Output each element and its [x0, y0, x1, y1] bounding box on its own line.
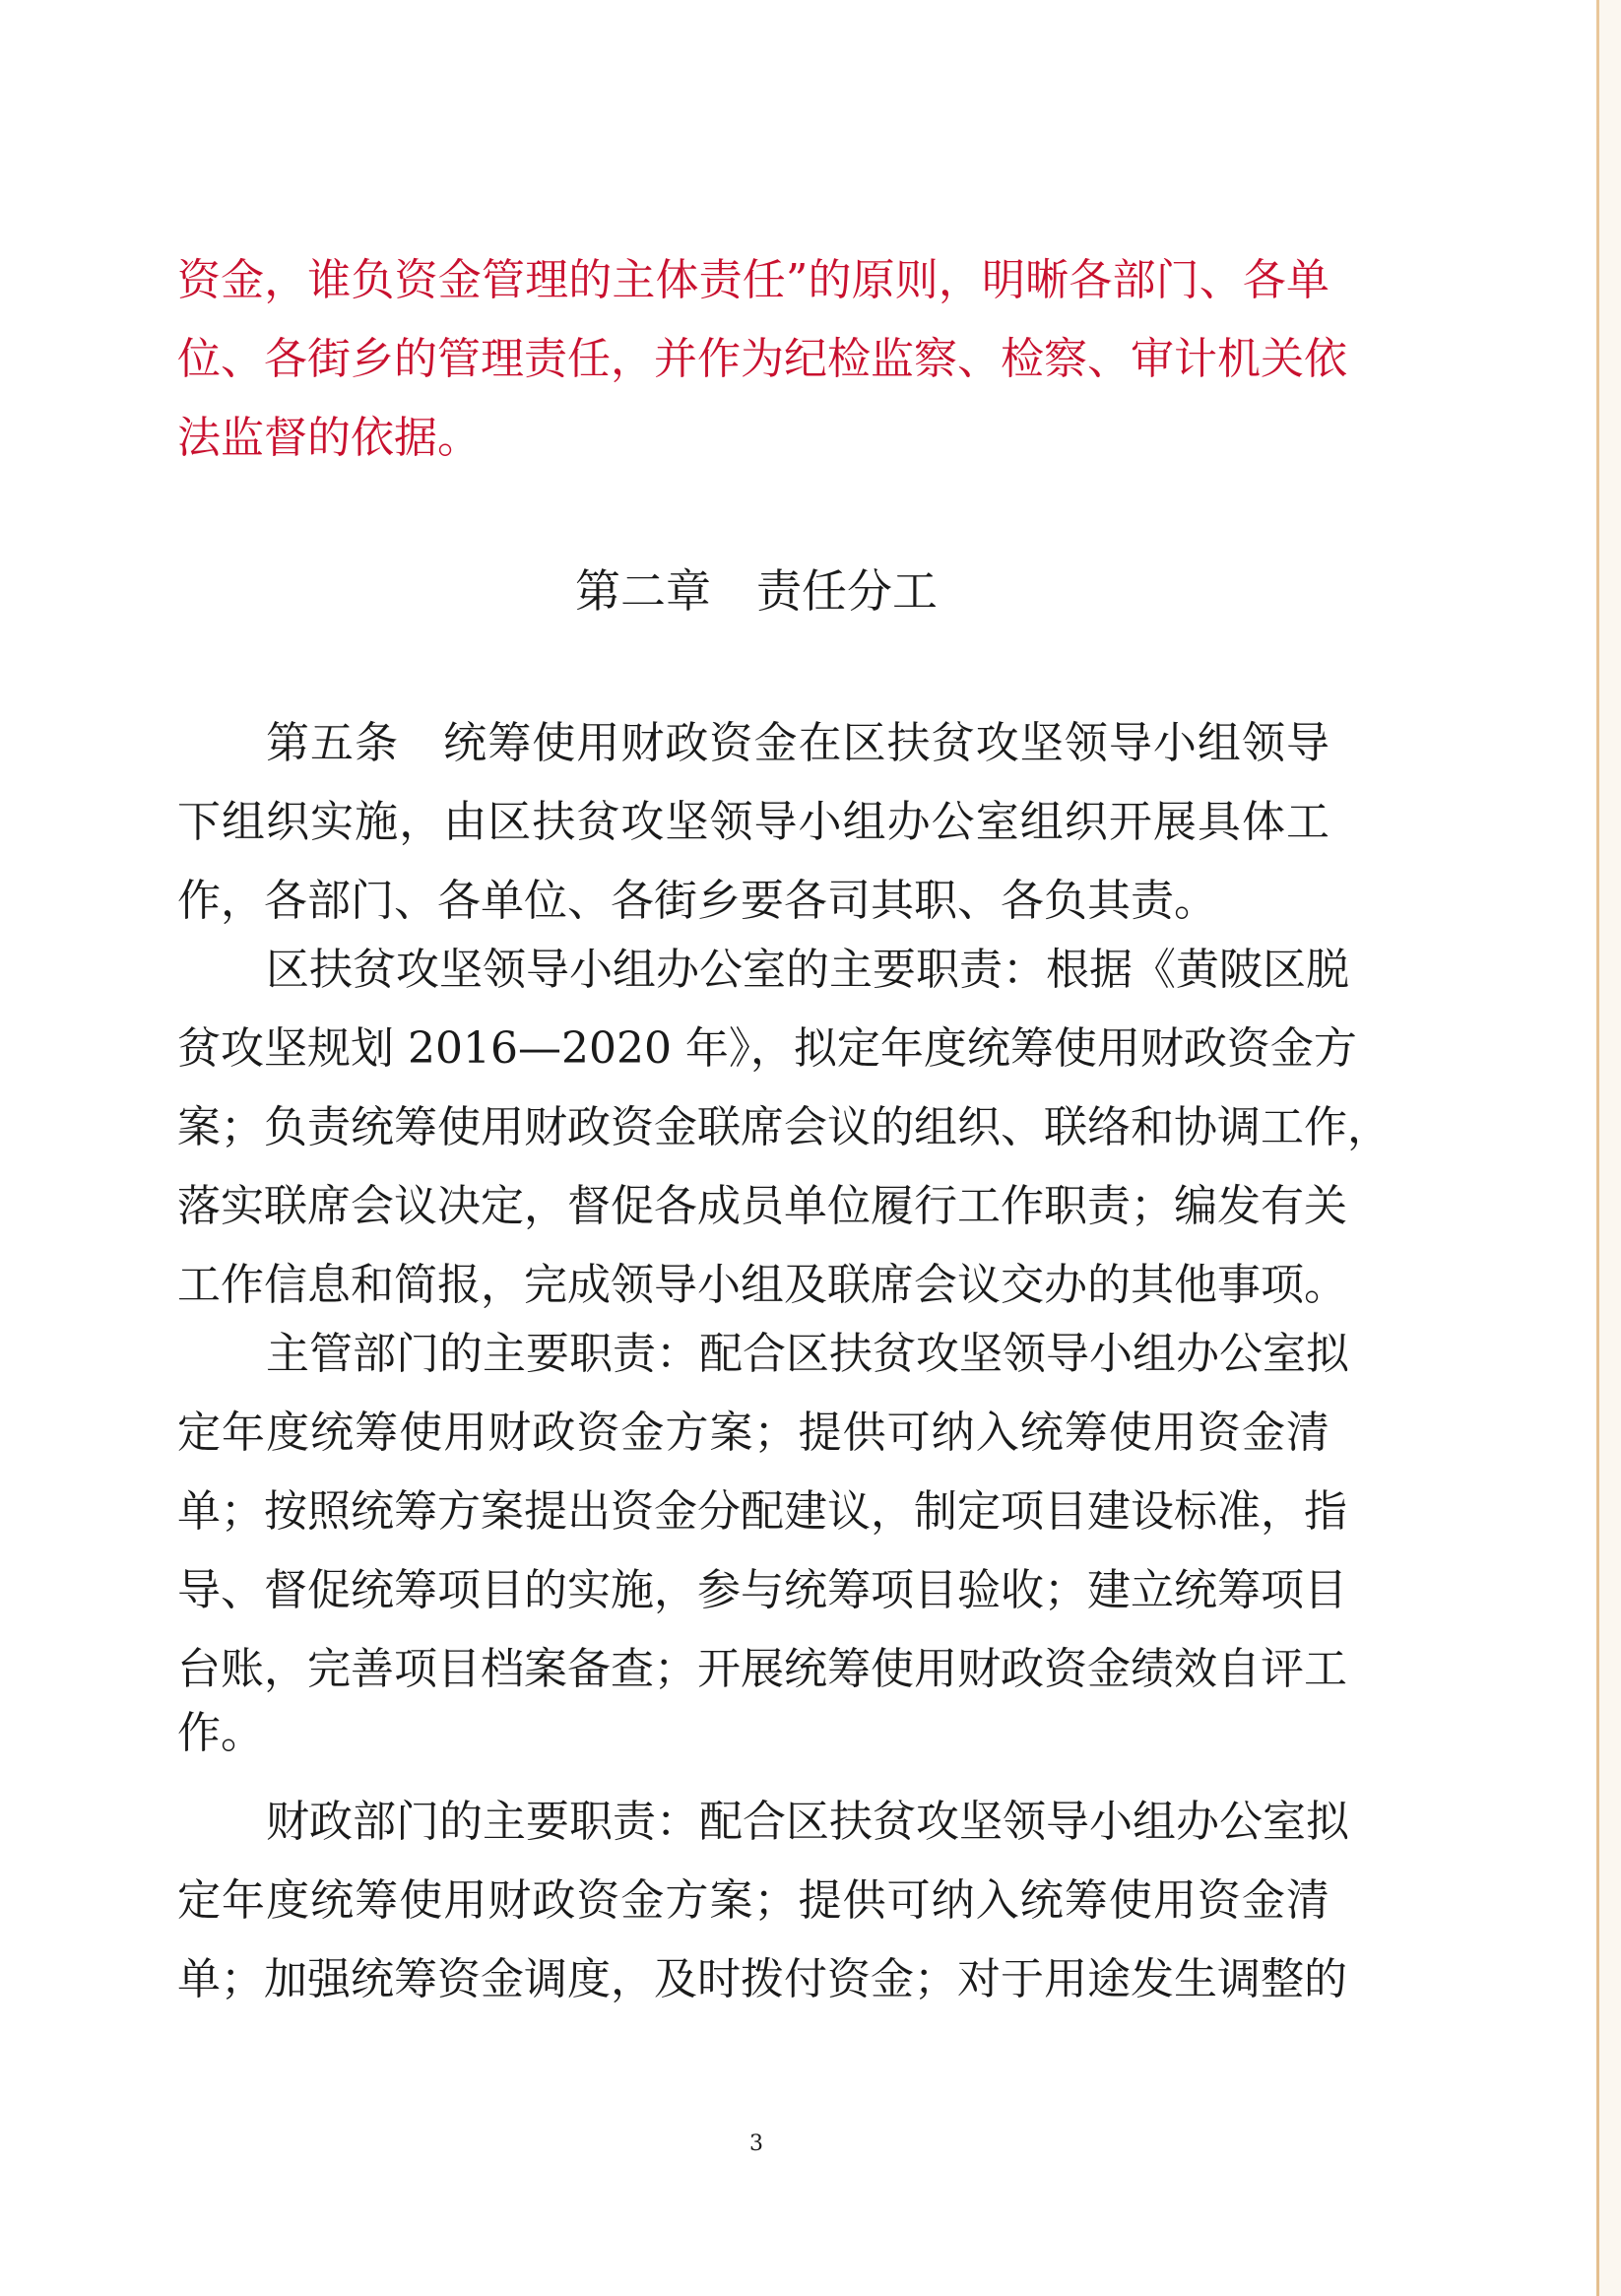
office-duties-line-1: 区扶贫攻坚领导小组办公室的主要职责：根据《黄陂区脱 — [266, 945, 1349, 995]
dept-duties-line-2: 定年度统筹使用财政资金方案；提供可纳入统筹使用资金清 — [177, 1408, 1329, 1458]
article5-line-2: 下组织实施，由区扶贫攻坚领导小组办公室组织开展具体工 — [177, 797, 1329, 847]
page-number: 3 — [749, 2132, 763, 2156]
finance-duties-line-1: 财政部门的主要职责：配合区扶贫攻坚领导小组办公室拟 — [266, 1797, 1349, 1847]
article5-line-1: 第五条 统筹使用财政资金在区扶贫攻坚领导小组领导 — [266, 718, 1329, 768]
intro-line-1: 资金，谁负资金管理的主体责任”的原则，明晰各部门、各单 — [177, 255, 1329, 305]
finance-duties-line-3: 单；加强统筹资金调度，及时拨付资金；对于用途发生调整的 — [177, 1954, 1347, 2004]
page-edge-line — [1596, 0, 1599, 2296]
office-duties-line-5: 工作信息和简报，完成领导小组及联席会议交办的其他事项。 — [177, 1260, 1347, 1310]
intro-line-3: 法监督的依据。 — [177, 413, 481, 463]
office-duties-line-4: 落实联席会议决定，督促各成员单位履行工作职责；编发有关 — [177, 1181, 1347, 1231]
page-edge-outer — [1599, 0, 1621, 2296]
dept-duties-line-3: 单；按照统筹方案提出资金分配建议，制定项目建设标准，指 — [177, 1486, 1347, 1537]
article5-line-3: 作，各部门、各单位、各街乡要各司其职、各负其责。 — [177, 876, 1217, 926]
dept-duties-line-6: 作。 — [177, 1708, 264, 1758]
dept-duties-line-5: 台账，完善项目档案备查；开展统筹使用财政资金绩效自评工 — [177, 1644, 1347, 1694]
finance-duties-line-2: 定年度统筹使用财政资金方案；提供可纳入统筹使用资金清 — [177, 1875, 1329, 1926]
chapter-title: 第二章 责任分工 — [575, 564, 938, 618]
office-duties-line-3: 案；负责统筹使用财政资金联席会议的组织、联络和协调工作， — [177, 1102, 1391, 1152]
office-duties-line-2: 贫攻坚规划 2016—2020 年》，拟定年度统筹使用财政资金方 — [177, 1023, 1357, 1074]
intro-line-2: 位、各街乡的管理责任，并作为纪检监察、检察、审计机关依 — [177, 334, 1347, 384]
dept-duties-line-1: 主管部门的主要职责：配合区扶贫攻坚领导小组办公室拟 — [266, 1329, 1349, 1379]
dept-duties-line-4: 导、督促统筹项目的实施，参与统筹项目验收；建立统筹项目 — [177, 1565, 1347, 1615]
